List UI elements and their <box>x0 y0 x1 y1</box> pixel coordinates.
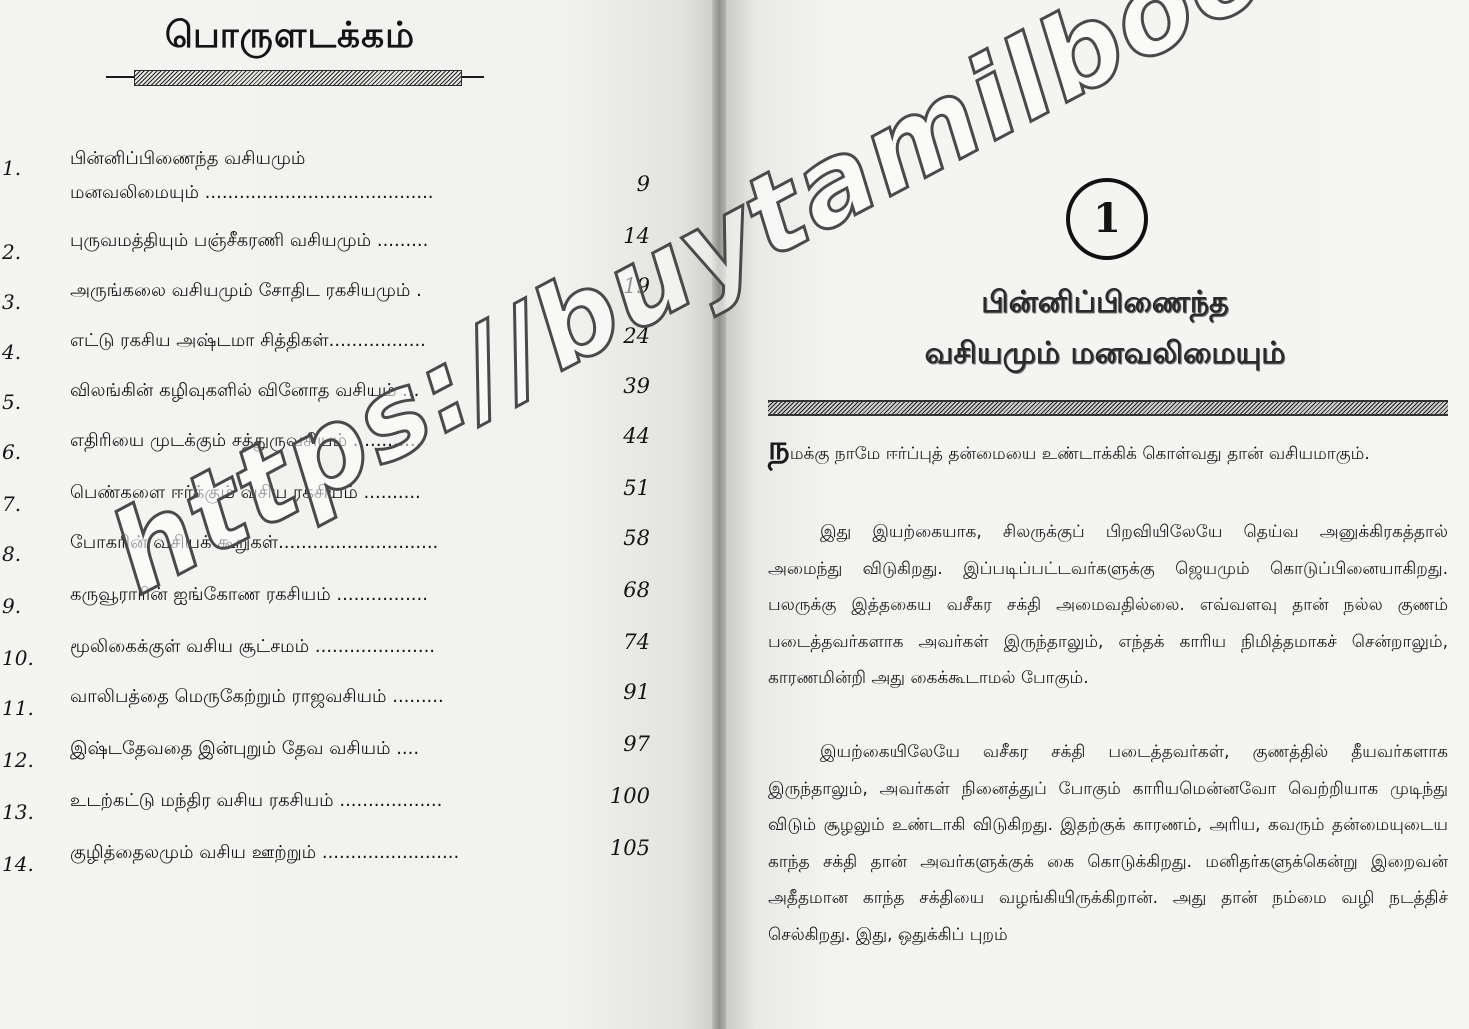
toc-entry-number: 2. <box>2 240 22 264</box>
toc-entry-title: எட்டு ரகசிய அஷ்டமா சித்திகள்................. <box>70 330 426 351</box>
toc-title: பொருளடக்கம் <box>164 14 416 56</box>
left-page <box>0 0 712 1029</box>
body-paragraph <box>768 428 1448 473</box>
toc-entry-number: 11. <box>2 696 34 720</box>
toc-entry-page: 105 <box>609 836 650 860</box>
toc-entry-page: 91 <box>623 680 650 704</box>
chapter-title-line1: பின்னிப்பிணைந்த <box>981 285 1229 320</box>
toc-entry-page: 19 <box>623 274 650 298</box>
chapter-number-badge: 1 <box>1066 178 1148 260</box>
toc-entry-number: 12. <box>2 748 34 772</box>
toc-entry-page: 74 <box>623 630 650 654</box>
toc-entry-title: இஷ்டதேவதை இன்புறும் தேவ வசியம் .... <box>70 738 420 759</box>
toc-entry-page: 9 <box>636 172 650 196</box>
toc-entry-title: எதிரியை முடக்கும் சத்துருவசியம் ............ <box>70 430 422 451</box>
toc-entry-page: 58 <box>623 526 650 550</box>
toc-entry-page: 14 <box>623 224 650 248</box>
toc-entry-title: புருவமத்தியும் பஞ்சீகரணி வசியமும் ......... <box>70 230 429 251</box>
toc-entry-page: 24 <box>623 324 650 348</box>
toc-entry-page: 68 <box>623 578 650 602</box>
toc-entry-title: கருவூராரின் ஐங்கோண ரகசியம் ................ <box>70 584 428 605</box>
toc-entry-number: 3. <box>2 290 22 314</box>
toc-entry-number: 5. <box>2 390 22 414</box>
toc-entry-title: பின்னிப்பிணைந்த வசியமும் <box>70 148 306 169</box>
toc-entry-page: 51 <box>623 476 650 500</box>
toc-entry-page: 97 <box>623 732 650 756</box>
toc-entry-title: பெண்களை ஈர்க்கும் வசிய ரகசியம் .......... <box>70 482 421 503</box>
toc-entry-number: 7. <box>2 492 22 516</box>
toc-entry-page: 44 <box>623 424 650 448</box>
toc-entry-number: 8. <box>2 542 22 566</box>
chapter-title-line2: வசியமும் மனவலிமையும் <box>924 336 1286 371</box>
toc-entry-page: 39 <box>623 374 650 398</box>
toc-entry-number: 9. <box>2 594 22 618</box>
title-ornament-rule <box>106 70 484 84</box>
toc-entry-number: 4. <box>2 340 22 364</box>
dropcap-letter: ந <box>768 428 790 468</box>
body-paragraph: இது இயற்கையாக, சிலருக்குப் பிறவியிலேயே தெய்வ அனுக்கிரகத்தால் அமைந்து விடுகிறது. இப்படிப்பட்டவர்களுக்கு ஜெயமும் கொடுப்பினையாகிறது. பலருக்கு இத்தகைய வசீகர சக்தி அமைவதில்லை. எவ்வளவு தான் நல்ல குணம் படைத்தவர்களாக அவர்கள் இருந்தாலும், எந்தக் காரிய நிமித்தமாகச் சென்றாலும், காரணமின்றி அது கைக்கூடாமல் போகும். <box>768 522 1448 688</box>
book-gutter <box>712 0 726 1029</box>
toc-entry-number: 14. <box>2 852 34 876</box>
toc-entry-number: 13. <box>2 800 34 824</box>
toc-entry-title-continued: மனவலிமையும் ........................................ <box>70 182 434 203</box>
toc-entry-number: 10. <box>2 646 34 670</box>
toc-entry-title: குழித்தைலமும் வசிய ஊற்றும் ........................ <box>70 842 460 863</box>
toc-entry-title: அருங்கலை வசியமும் சோதிட ரகசியமும் . <box>70 280 422 301</box>
toc-entry-title: மூலிகைக்குள் வசிய சூட்சமம் ..................... <box>70 636 436 657</box>
toc-entry-title: விலங்கின் கழிவுகளில் வினோத வசியம் ... <box>70 380 420 401</box>
toc-entry-page: 100 <box>609 784 650 808</box>
toc-entry-title: போகரின் வசியக் கூறுகள்............................ <box>70 532 439 553</box>
paragraph-text: மக்கு நாமே ஈர்ப்புத் தன்மையை உண்டாக்கிக் கொள்வது தான் வசியமாகும். <box>789 444 1370 464</box>
toc-entry-title: உடற்கட்டு மந்திர வசிய ரகசியம் .................. <box>70 790 443 811</box>
toc-entry-number: 1. <box>2 156 22 180</box>
toc-entry-number: 6. <box>2 440 22 464</box>
toc-entry-title: வாலிபத்தை மெருகேற்றும் ராஜவசியம் ......... <box>70 686 444 707</box>
body-paragraph: இயற்கையிலேயே வசீகர சக்தி படைத்தவர்கள், குணத்தில் தீயவர்களாக இருந்தாலும், அவர்கள் நினைத்துப் போகும் காரியமென்னவோ வெற்றியாக முடிந்து விடும் சூழலும் உண்டாகி விடுகிறது. இதற்குக் காரணம், அரிய, கவரும் தன்மையுடைய காந்த சக்தி தான் அவர்களுக்குக் கை கொடுக்கிறது. மனிதர்களுக்கென்று இறைவன் அதீதமான காந்த சக்தியை வழங்கியிருக்கிறான். அது தான் நம்மை வழி நடத்திச் செல்கிறது. இது, ஒதுக்கிப் புறம் <box>768 742 1448 945</box>
chapter-ornament-rule <box>768 400 1448 416</box>
